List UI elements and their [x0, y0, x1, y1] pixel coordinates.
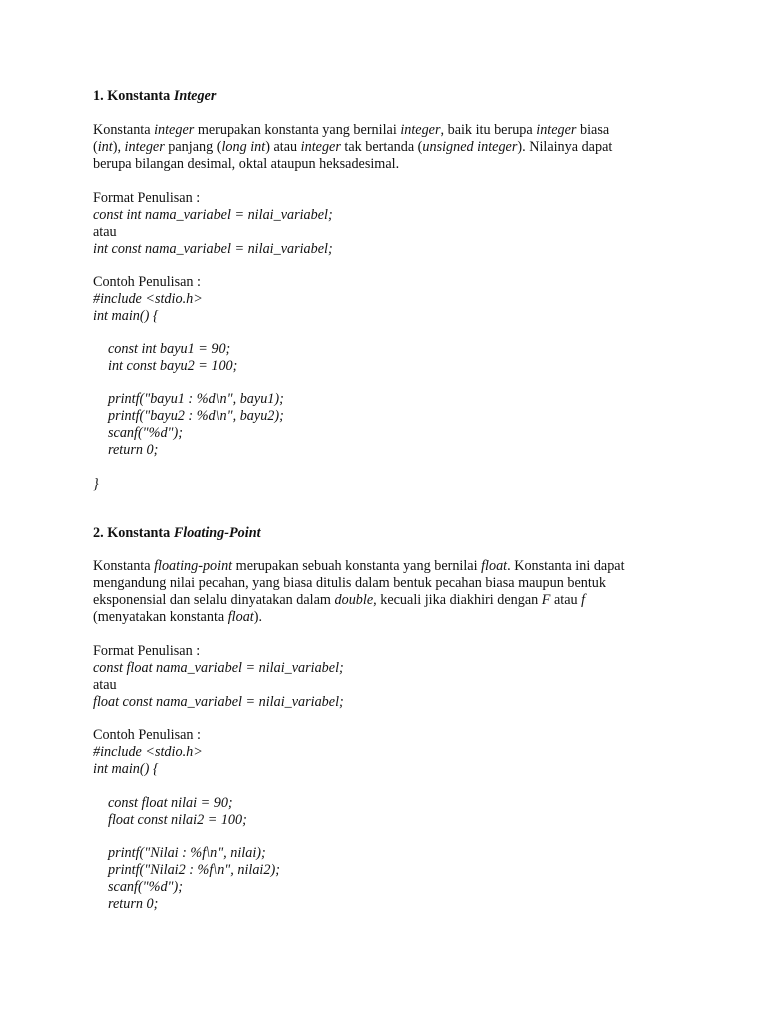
section1-code-scan: scanf("%d");	[108, 425, 183, 441]
section1-code-decl1: const int bayu1 = 90;	[108, 341, 231, 357]
section2-paragraph-line1: Konstanta floating-point merupakan sebuah konstanta yang bernilai float. Konstanta ini dapat	[93, 558, 625, 574]
section1-heading: 1. Konstanta Integer	[93, 88, 217, 104]
section2-code-decl1: const float nilai = 90;	[108, 795, 233, 811]
section1-code-close: }	[93, 476, 99, 492]
section2-paragraph-line2: mengandung nilai pecahan, yang biasa ditulis dalam bentuk pecahan biasa maupun bentuk	[93, 575, 606, 591]
section2-code-print1: printf("Nilai : %f\n", nilai);	[108, 845, 266, 861]
section1-format-line1: const int nama_variabel = nilai_variabel;	[93, 207, 333, 223]
section1-code-include: #include <stdio.h>	[93, 291, 203, 307]
section1-code-print2: printf("bayu2 : %d\n", bayu2);	[108, 408, 284, 424]
section2-paragraph-line4: (menyatakan konstanta float).	[93, 609, 263, 625]
section2-format-line1: const float nama_variabel = nilai_variabel;	[93, 660, 344, 676]
section2-format-or: atau	[93, 677, 117, 693]
section1-example-label: Contoh Penulisan :	[93, 274, 201, 290]
section1-code-decl2: int const bayu2 = 100;	[108, 358, 238, 374]
section1-code-return: return 0;	[108, 442, 159, 458]
section1-paragraph-line1: Konstanta integer merupakan konstanta yang bernilai integer, baik itu berupa integer biasa	[93, 122, 610, 138]
section2-heading: 2. Konstanta Floating-Point	[93, 525, 261, 541]
section1-format-line2: int const nama_variabel = nilai_variabel;	[93, 241, 333, 257]
section2-code-include: #include <stdio.h>	[93, 744, 203, 760]
section1-code-print1: printf("bayu1 : %d\n", bayu1);	[108, 391, 284, 407]
section1-format-or: atau	[93, 224, 117, 240]
section2-format-line2: float const nama_variabel = nilai_variabel;	[93, 694, 344, 710]
section2-code-return: return 0;	[108, 896, 159, 912]
section2-code-print2: printf("Nilai2 : %f\n", nilai2);	[108, 862, 280, 878]
section2-code-decl2: float const nilai2 = 100;	[108, 812, 247, 828]
section2-paragraph-line3: eksponensial dan selalu dinyatakan dalam double, kecuali jika diakhiri dengan F atau f	[93, 592, 586, 608]
section2-code-scan: scanf("%d");	[108, 879, 183, 895]
section2-code-main: int main() {	[93, 761, 159, 777]
section1-code-main: int main() {	[93, 308, 159, 324]
section2-example-label: Contoh Penulisan :	[93, 727, 201, 743]
section1-paragraph-line2: (int), integer panjang (long int) atau integer tak bertanda (unsigned integer). Nilainya dapat	[93, 139, 613, 155]
section1-paragraph-line3: berupa bilangan desimal, oktal ataupun heksadesimal.	[93, 156, 400, 172]
section1-format-label: Format Penulisan :	[93, 190, 201, 206]
section2-format-label: Format Penulisan :	[93, 643, 201, 659]
